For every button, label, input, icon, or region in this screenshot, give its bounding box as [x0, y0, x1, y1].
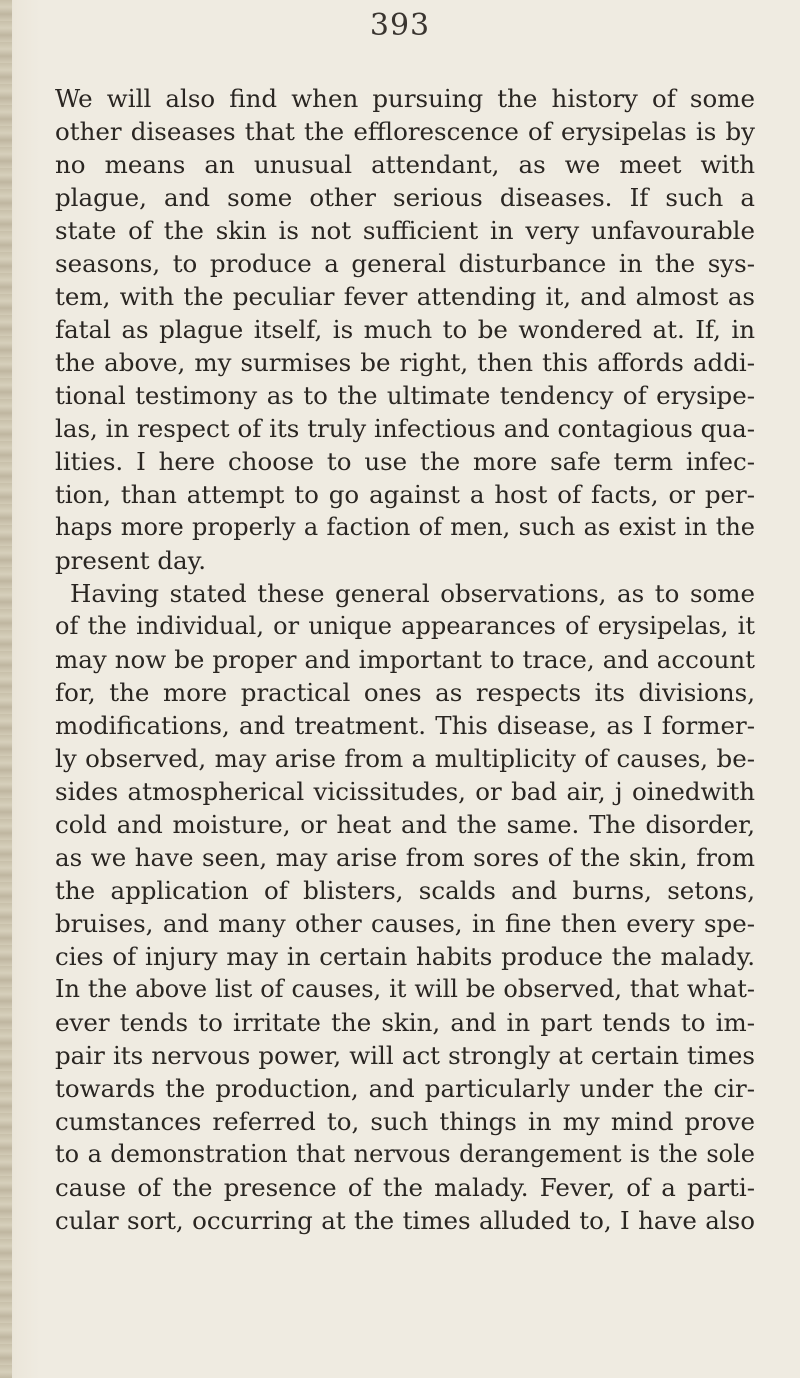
text-line: as we have seen, may arise from sores of the skin, from	[55, 843, 755, 872]
text-line: bruises, and many other causes, in fine then every spe-	[55, 909, 755, 938]
text-line: las, in respect of its truly infectious and contagious qua-	[55, 414, 755, 443]
text-line: may now be proper and important to trace, and account	[55, 645, 755, 674]
text-line: We will also find when pursuing the history of some	[55, 84, 755, 113]
text-line: other diseases that the efflorescence of erysipelas is by	[55, 117, 755, 146]
text-line: seasons, to produce a general disturbance in the sys-	[55, 249, 755, 278]
text-line: ly observed, may arise from a multiplicity of causes, be-	[55, 744, 755, 773]
text-line: haps more properly a faction of men, such as exist in the	[55, 513, 755, 541]
text-line: modifications, and treatment. This disease, as I former-	[55, 711, 755, 740]
paragraph-start-line: Having stated these general observations, as to some	[70, 579, 755, 608]
text-line: In the above list of causes, it will be observed, that what-	[55, 975, 755, 1003]
page-number: 393	[369, 8, 431, 43]
text-line: state of the skin is not sufficient in very unfavourable	[55, 216, 755, 245]
text-line: cumstances referred to, such things in my mind prove	[55, 1107, 755, 1136]
text-line: ever tends to irritate the skin, and in part tends to im-	[55, 1008, 755, 1037]
text-line: to a demonstration that nervous derangement is the sole	[55, 1140, 755, 1168]
text-line: cies of injury may in certain habits produce the malady.	[55, 942, 755, 971]
text-line: towards the production, and particularly under the cir-	[55, 1074, 755, 1103]
binding-edge	[0, 0, 12, 1378]
paragraph-end-line: present day.	[55, 546, 207, 575]
text-line: cular sort, occurring at the times alluded to, I have also	[55, 1206, 755, 1235]
text-line: sides atmospherical vicissitudes, or bad air, j oinedwith	[55, 777, 755, 806]
text-line: lities. I here choose to use the more safe term infec-	[55, 447, 755, 476]
text-line: for, the more practical ones as respects its divisions,	[55, 678, 755, 707]
text-line: cause of the presence of the malady. Fever, of a parti-	[55, 1173, 755, 1202]
text-line: plague, and some other serious diseases. If such a	[55, 183, 755, 212]
text-line: fatal as plague itself, is much to be wondered at. If, in	[55, 315, 755, 344]
text-line: pair its nervous power, will act strongly at certain times	[55, 1041, 755, 1070]
text-line: tion, than attempt to go against a host of facts, or per-	[55, 480, 755, 509]
text-line: tional testimony as to the ultimate tendency of erysipe-	[55, 381, 755, 410]
text-line: of the individual, or unique appearances of erysipelas, it	[55, 612, 755, 640]
body-text	[55, 82, 755, 1237]
text-line: the above, my surmises be right, then this affords addi-	[55, 348, 755, 377]
text-line: tem, with the peculiar fever attending it, and almost as	[55, 282, 755, 311]
text-line: cold and moisture, or heat and the same. The disorder,	[55, 810, 755, 839]
text-line: the application of blisters, scalds and burns, setons,	[55, 876, 755, 905]
text-line: no means an unusual attendant, as we meet with	[55, 150, 755, 179]
